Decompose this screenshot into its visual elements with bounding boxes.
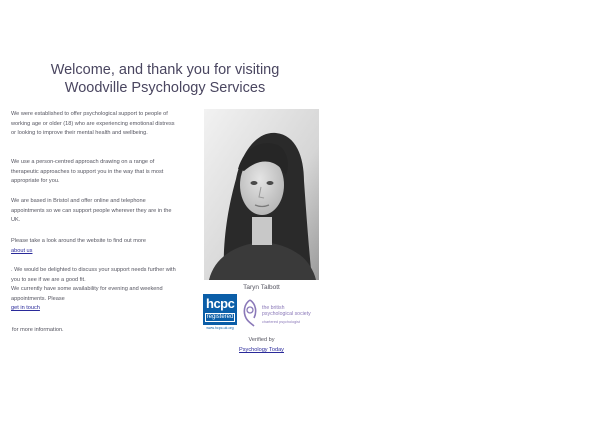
hcpc-url: www.hcpc-uk.org xyxy=(206,326,234,330)
bps-subtitle: chartered psychologist xyxy=(262,320,300,324)
hcpc-logo xyxy=(203,294,237,325)
hcpc-logo-text: hcpc xyxy=(206,296,235,311)
verified-label: Verified by xyxy=(248,337,275,343)
intro-paragraph-4 xyxy=(11,237,179,256)
hcpc-badge[interactable] xyxy=(203,294,237,332)
intro-paragraph-3: We are based in Bristol and offer online and telephone appointments so we can support people wherever they are in the UK. xyxy=(11,198,172,224)
availability-text: We currently have some availability for evening and weekend appointments. Please xyxy=(11,286,163,302)
intro-paragraph-5 xyxy=(11,266,179,314)
about-us-link[interactable]: about us xyxy=(11,247,33,254)
bps-name-line2: psychological society xyxy=(262,310,311,317)
bps-badge[interactable] xyxy=(240,298,322,328)
bps-name-line1: the british xyxy=(262,305,285,311)
psychology-today-link[interactable]: Psychology Today xyxy=(239,347,284,353)
support-text: . We would be delighted to discuss your support needs further with you to see if we are a good fit. xyxy=(11,267,176,283)
get-in-touch-link[interactable]: get in touch xyxy=(11,305,40,312)
bps-logo-icon xyxy=(240,298,260,328)
intro-paragraph-1: We were established to offer psychological support to people of working age or older (18) who are experiencing emotional distress or looking to improve their mental health and wellbeing. xyxy=(11,111,175,137)
profile-photo xyxy=(204,109,319,280)
profile-caption: Taryn Talbott xyxy=(243,284,280,291)
hcpc-registered-text: registered xyxy=(206,314,234,320)
intro-paragraph-6: for more information. xyxy=(12,327,64,333)
about-text: Please take a look around the website to find out more xyxy=(11,238,146,244)
portrait-photo xyxy=(204,109,319,280)
intro-paragraph-2: We use a person-centred approach drawing on a range of therapeutic approaches to support you in the way that is most appropriate for you. xyxy=(11,159,164,185)
page-title: Welcome, and thank you for visiting Woodville Psychology Services xyxy=(50,62,280,96)
bps-name xyxy=(262,306,311,317)
